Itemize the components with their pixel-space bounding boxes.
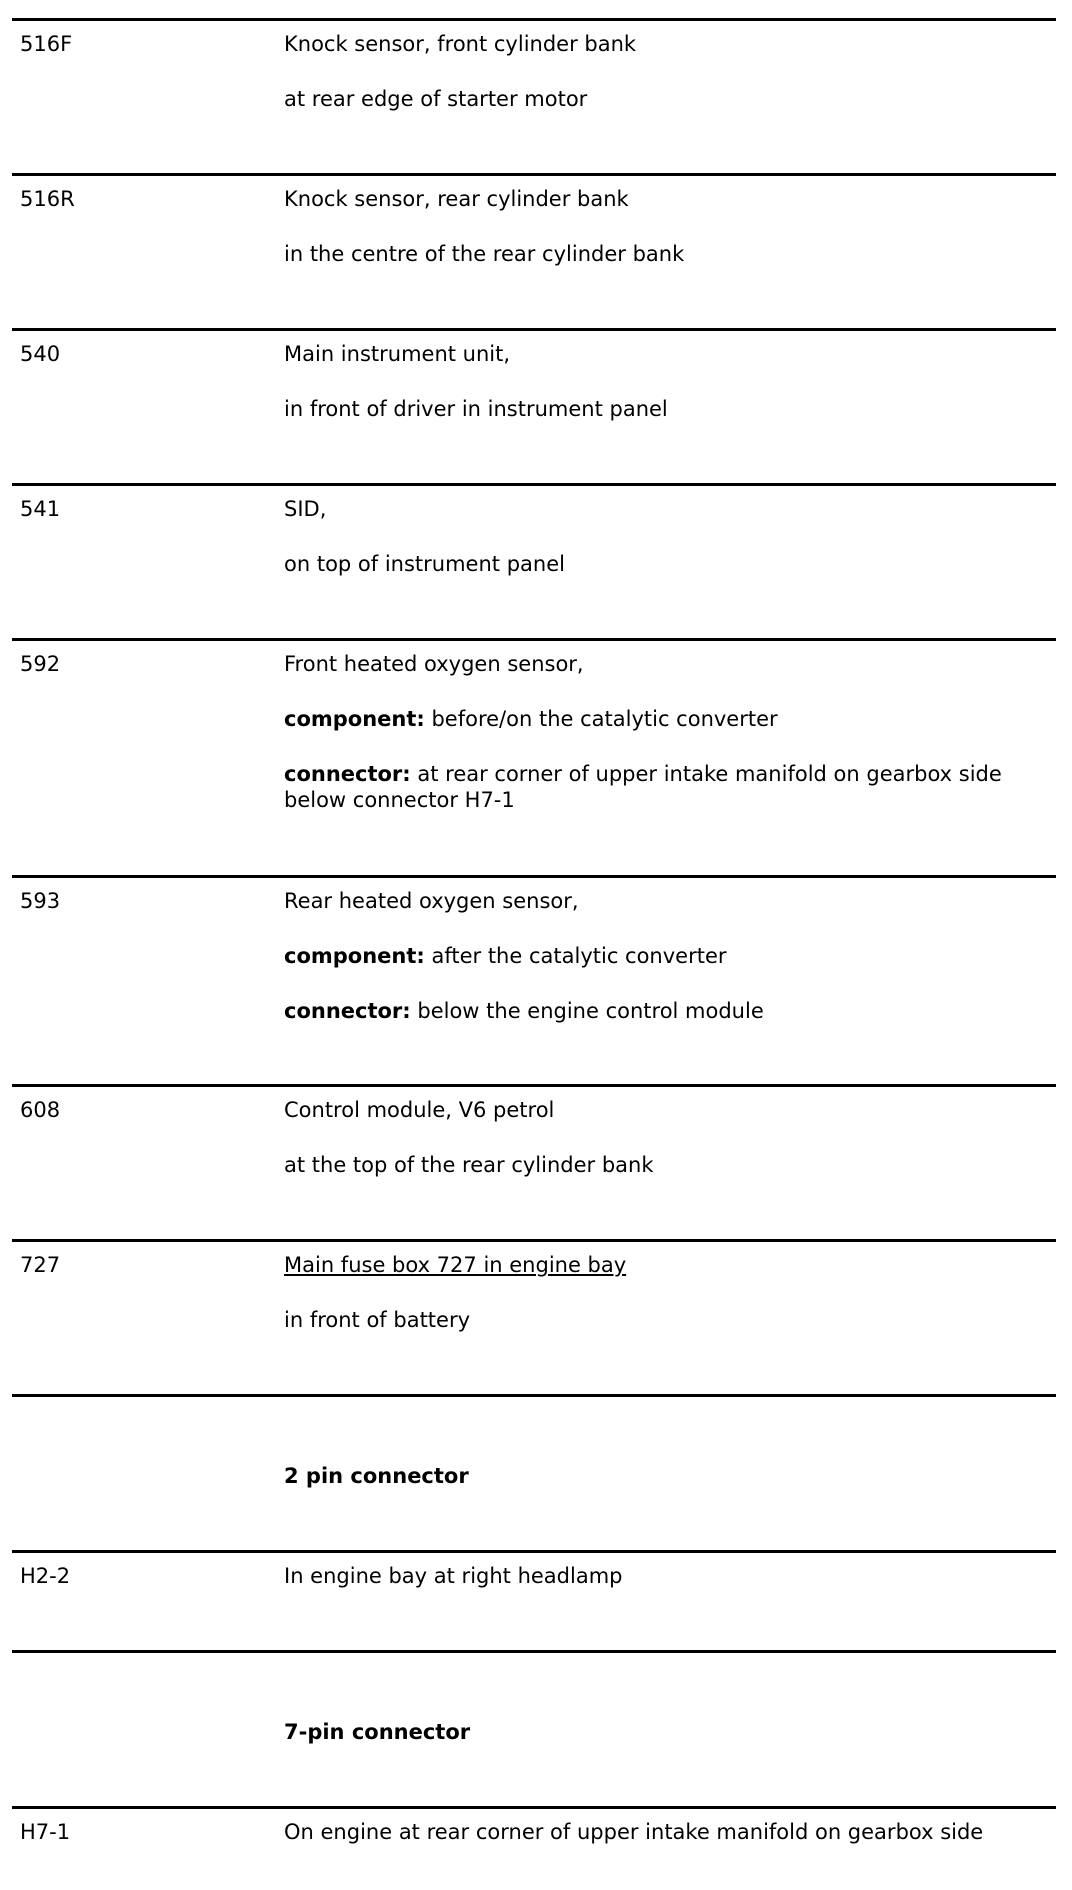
connector-location-line [284, 761, 1056, 813]
component-code: 540 [20, 342, 61, 366]
component-location: at rear edge of starter motor [284, 87, 588, 111]
section-heading: 7-pin connector [284, 1720, 471, 1744]
component-name: Control module, V6 petrol [284, 1098, 555, 1122]
component-name: Knock sensor, front cylinder bank [284, 32, 637, 56]
component-name: Rear heated oxygen sensor, [284, 889, 579, 913]
connector-location-line [284, 998, 1056, 1024]
component-code: 516F [20, 32, 73, 56]
connector-label: connector: [284, 762, 411, 786]
component-description [284, 1097, 1056, 1178]
component-description [284, 31, 1056, 112]
component-name: Front heated oxygen sensor, [284, 652, 584, 676]
component-name: Main instrument unit, [284, 342, 511, 366]
component-description [284, 1252, 1056, 1333]
section-heading-cell [284, 1463, 1056, 1489]
component-location-table [12, 18, 1056, 1866]
component-description [284, 888, 1056, 1024]
component-description [284, 651, 1056, 813]
connector-code: H2-2 [20, 1564, 71, 1588]
section-heading: 2 pin connector [284, 1464, 469, 1488]
component-code: 727 [20, 1253, 61, 1277]
component-label: component: [284, 707, 425, 731]
table-row-H7-1 [12, 1806, 1056, 1866]
connector-description [284, 1819, 1056, 1845]
component-code: 592 [20, 652, 61, 676]
connector-location: On engine at rear corner of upper intake manifold on gearbox side [284, 1820, 984, 1844]
component-code: 541 [20, 497, 61, 521]
component-link-line [284, 1252, 1056, 1278]
component-name: SID, [284, 497, 327, 521]
component-location-line [284, 706, 1056, 732]
table-row-608 [12, 1084, 1056, 1239]
section-heading-cell [284, 1719, 1056, 1745]
table-row-727 [12, 1239, 1056, 1394]
connector-location: In engine bay at right headlamp [284, 1564, 623, 1588]
component-location-line [284, 943, 1056, 969]
component-location: after the catalytic converter [424, 944, 727, 968]
component-location: on top of instrument panel [284, 552, 565, 576]
main-fuse-box-link[interactable]: Main fuse box 727 in engine bay [284, 1253, 627, 1277]
section-row-2-pin [12, 1394, 1056, 1550]
component-code: 608 [20, 1098, 61, 1122]
component-description [284, 186, 1056, 267]
connector-code: H7-1 [20, 1820, 71, 1844]
component-location: in front of driver in instrument panel [284, 397, 668, 421]
table-row-540 [12, 328, 1056, 483]
connector-label: connector: [284, 999, 411, 1023]
component-code: 516R [20, 187, 75, 211]
table-row-516R [12, 173, 1056, 328]
component-location: before/on the catalytic converter [424, 707, 778, 731]
component-name: Knock sensor, rear cylinder bank [284, 187, 629, 211]
table-row-593 [12, 875, 1056, 1084]
component-location: in front of battery [284, 1308, 471, 1332]
connector-location: below the engine control module [410, 999, 764, 1023]
table-row-H2-2 [12, 1550, 1056, 1650]
component-description [284, 341, 1056, 422]
component-description [284, 496, 1056, 577]
connector-location: at rear corner of upper intake manifold on gearbox side below connector H7-1 [284, 762, 1009, 812]
component-location: at the top of the rear cylinder bank [284, 1153, 654, 1177]
section-row-7-pin [12, 1650, 1056, 1806]
component-code: 593 [20, 889, 61, 913]
component-location: in the centre of the rear cylinder bank [284, 242, 685, 266]
component-label: component: [284, 944, 425, 968]
table-row-592 [12, 638, 1056, 875]
table-row-541 [12, 483, 1056, 638]
table-row-516F [12, 18, 1056, 173]
connector-description [284, 1563, 1056, 1589]
